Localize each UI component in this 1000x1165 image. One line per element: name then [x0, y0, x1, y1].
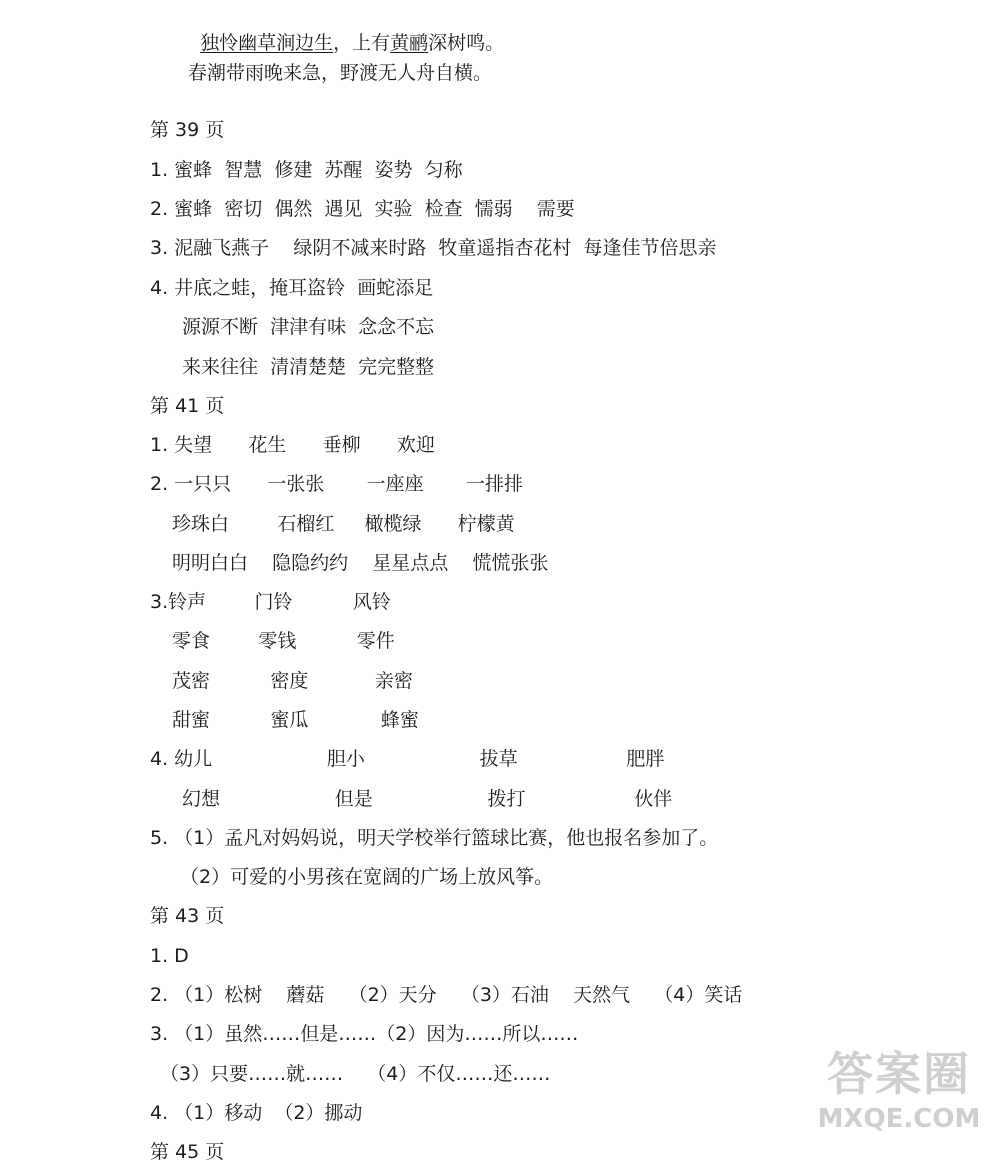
watermark-logo	[804, 1046, 994, 1156]
p41-answer-3-line-3: 茂密 密度 亲密	[172, 670, 413, 692]
p39-answer-4-line-1: 4. 井底之蛙，掩耳盗铃 画蛇添足	[150, 277, 434, 299]
p43-answer-4: 4. （1）移动 （2）挪动	[150, 1102, 363, 1124]
p39-answer-2: 2. 蜜蜂 密切 偶然 遇见 实验 检查 懦弱 需要	[150, 198, 575, 220]
page-45-heading: 第 45 页	[150, 1141, 225, 1163]
poem-line-2: 春潮带雨晚来急，野渡无人舟自横。	[188, 62, 493, 84]
p41-answer-3-line-4: 甜蜜 蜜瓜 蜂蜜	[172, 709, 419, 731]
page-39-heading: 第 39 页	[150, 119, 225, 141]
p43-answer-2: 2. （1）松树 蘑菇 （2）天分 （3）石油 天然气 （4）笑话	[150, 984, 743, 1006]
p41-answer-2-line-3: 明明白白 隐隐约约 星星点点 慌慌张张	[172, 552, 549, 574]
p41-answer-4-line-1: 4. 幼儿 胆小 拔草 肥胖	[150, 748, 665, 770]
p41-answer-5-line-2: （2）可爱的小男孩在宽阔的广场上放风筝。	[180, 866, 554, 888]
p41-answer-3-line-1: 3.铃声 门铃 风铃	[150, 591, 391, 613]
poem-line-1: 独怜幽草涧边生，上有黄鹂深树鸣。	[200, 32, 505, 54]
p39-answer-3: 3. 泥融飞燕子 绿阴不减来时路 牧童遥指杏花村 每逢佳节倍思亲	[150, 237, 717, 259]
watermark-title: 答案圈	[827, 1047, 971, 1101]
watermark-url: MXQE.COM	[817, 1104, 981, 1134]
p43-answer-3-line-2: （3）只要……就…… （4）不仅……还……	[160, 1063, 551, 1085]
p41-answer-4-line-2: 幻想 但是 拨打 伙伴	[182, 788, 673, 810]
p41-answer-2-line-2: 珍珠白 石榴红 橄榄绿 柠檬黄	[172, 513, 515, 535]
p39-answer-1: 1. 蜜蜂 智慧 修建 苏醒 姿势 匀称	[150, 159, 463, 181]
p43-answer-1: 1. D	[150, 945, 189, 967]
p41-answer-3-line-2: 零食 零钱 零件	[172, 630, 395, 652]
underlined-word: 黄鹂	[390, 32, 429, 54]
page-41-heading: 第 41 页	[150, 395, 225, 417]
p43-answer-3-line-1: 3. （1）虽然……但是……（2）因为……所以……	[150, 1023, 579, 1045]
p39-answer-4-line-2: 源源不断 津津有味 念念不忘	[182, 316, 435, 338]
p39-answer-4-line-3: 来来往往 清清楚楚 完完整整	[182, 356, 435, 378]
p41-answer-2-line-1: 2. 一只只 一张张 一座座 一排排	[150, 473, 523, 495]
p41-answer-5-line-1: 5. （1）孟凡对妈妈说，明天学校举行篮球比赛，他也报名参加了。	[150, 827, 719, 849]
p41-answer-1: 1. 失望 花生 垂柳 欢迎	[150, 434, 435, 456]
underlined-phrase: 独怜幽草涧边生	[200, 32, 334, 54]
page-43-heading: 第 43 页	[150, 905, 225, 927]
